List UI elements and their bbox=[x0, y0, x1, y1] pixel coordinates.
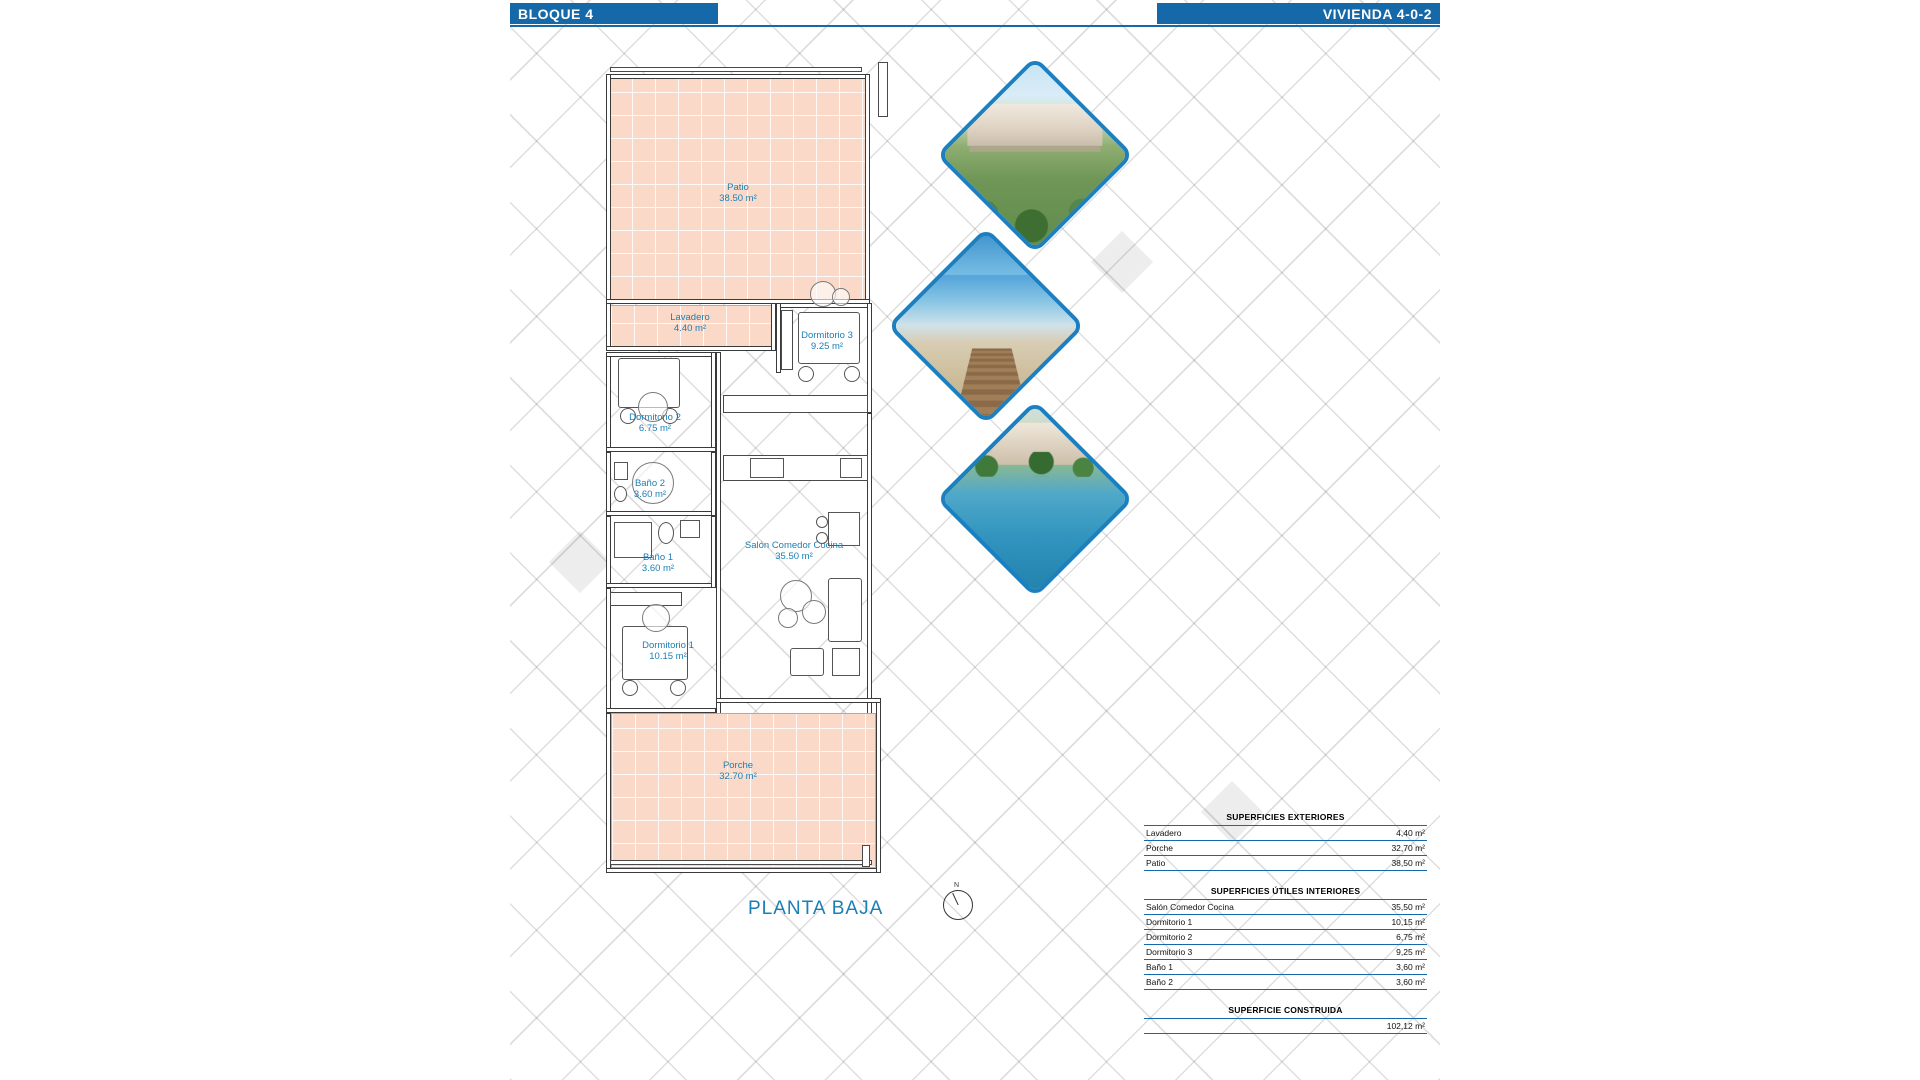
dorm2-wall-left bbox=[606, 352, 611, 452]
row-value: 4,40 m² bbox=[1396, 827, 1425, 838]
label-patio-name: Patio bbox=[727, 182, 749, 193]
label-lavadero-name: Lavadero bbox=[670, 312, 710, 323]
table-interiores-title: SUPERFICIES ÚTILES INTERIORES bbox=[1144, 884, 1427, 900]
label-dormitorio2-name: Dormitorio 2 bbox=[629, 412, 681, 423]
label-lavadero bbox=[670, 312, 710, 334]
patio-wall-left bbox=[606, 74, 611, 304]
table-row bbox=[1144, 945, 1427, 960]
row-value: 32,70 m² bbox=[1391, 842, 1425, 853]
row-value: 3,60 m² bbox=[1396, 961, 1425, 972]
dorm2-wall-bottom bbox=[606, 447, 716, 452]
table-superficies-exteriores bbox=[1144, 810, 1427, 1034]
floor-title: PLANTA BAJA bbox=[748, 898, 884, 919]
dorm1-nightstand-right bbox=[670, 680, 686, 696]
room-porche-fill bbox=[611, 713, 876, 868]
dining-chair-1 bbox=[816, 516, 828, 528]
row-value: 102,12 m² bbox=[1386, 1020, 1425, 1031]
dorm1-closet bbox=[610, 592, 682, 606]
lavadero-wall-left bbox=[606, 303, 611, 351]
bano1-wall-bottom bbox=[606, 583, 716, 588]
label-bano1 bbox=[642, 552, 674, 574]
dorm3-decor-circle-2 bbox=[832, 288, 850, 306]
porche-post bbox=[862, 845, 870, 867]
bano2-sink bbox=[614, 462, 628, 480]
kitchen-sink bbox=[840, 458, 862, 478]
label-dormitorio3-area: 9.25 m² bbox=[810, 341, 844, 352]
compass-north-label: N bbox=[954, 882, 960, 889]
row-value: 10,15 m² bbox=[1391, 916, 1425, 927]
dorm1-decor-circle bbox=[642, 604, 670, 632]
table-gap bbox=[1144, 871, 1427, 884]
porche-wall-bottom bbox=[606, 868, 881, 873]
label-porche bbox=[719, 760, 757, 782]
plan-sheet bbox=[510, 0, 1440, 1080]
row-label: Dormitorio 1 bbox=[1146, 916, 1193, 927]
kitchen-counter-top bbox=[723, 395, 868, 413]
row-value: 35,50 m² bbox=[1391, 901, 1425, 912]
dorm3-closet bbox=[781, 310, 793, 370]
table-row bbox=[1144, 900, 1427, 915]
bano1-cabinet bbox=[680, 520, 700, 538]
label-porche-area: 32.70 m² bbox=[719, 771, 757, 782]
dorm3-nightstand-right bbox=[844, 366, 860, 382]
row-value: 38,50 m² bbox=[1391, 857, 1425, 868]
living-plant-3 bbox=[778, 608, 798, 628]
label-patio-area: 38.50 m² bbox=[719, 193, 757, 204]
bano1-basin bbox=[658, 522, 674, 544]
table-exteriores-title: SUPERFICIES EXTERIORES bbox=[1144, 810, 1427, 826]
patio-side-post bbox=[878, 62, 888, 117]
row-label: Salón Comedor Cocina bbox=[1146, 901, 1234, 912]
header-block-text: BLOQUE 4 bbox=[518, 5, 594, 22]
salon-wall-divider bbox=[716, 352, 721, 772]
label-bano2 bbox=[634, 478, 666, 500]
table-row bbox=[1144, 930, 1427, 945]
bano2-wall-bottom bbox=[606, 511, 716, 516]
label-dormitorio2-area: 6.75 m² bbox=[638, 423, 672, 434]
dorm3-nightstand-left bbox=[798, 366, 814, 382]
bano2-wall-left bbox=[606, 452, 611, 516]
label-salon-area: 35.50 m² bbox=[775, 551, 813, 562]
table-row bbox=[1144, 826, 1427, 841]
row-label: Porche bbox=[1146, 842, 1173, 853]
label-dormitorio3 bbox=[801, 330, 853, 352]
table-row bbox=[1144, 915, 1427, 930]
bano1-wall-left bbox=[606, 516, 611, 588]
label-bano1-name: Baño 1 bbox=[642, 552, 674, 563]
row-label: Dormitorio 3 bbox=[1146, 946, 1193, 957]
armchair bbox=[790, 648, 824, 676]
porche-wall-top bbox=[716, 698, 881, 703]
label-patio bbox=[719, 182, 757, 204]
coffee-table bbox=[832, 648, 860, 676]
label-dormitorio1 bbox=[642, 640, 694, 662]
porche-rail bbox=[610, 860, 872, 865]
row-label: Lavadero bbox=[1146, 827, 1182, 838]
dorm2-wall-top bbox=[606, 352, 716, 357]
row-label: Patio bbox=[1146, 857, 1166, 868]
table-row bbox=[1144, 841, 1427, 856]
label-bano2-area: 3.60 m² bbox=[633, 489, 667, 500]
table-row bbox=[1144, 856, 1427, 871]
row-label: Dormitorio 2 bbox=[1146, 931, 1193, 942]
kitchen-hob bbox=[750, 458, 784, 478]
patio-balustrade bbox=[610, 67, 862, 72]
sofa bbox=[828, 578, 862, 642]
porche-wall-right bbox=[876, 698, 881, 873]
label-dormitorio2 bbox=[629, 412, 681, 434]
header-unit-text: VIVIENDA 4-0-2 bbox=[1322, 5, 1432, 22]
lavadero-wall-bottom bbox=[606, 346, 776, 351]
label-lavadero-area: 4.40 m² bbox=[673, 323, 707, 334]
table-construida-row bbox=[1144, 1019, 1427, 1034]
row-label: Baño 2 bbox=[1146, 976, 1173, 987]
row-label: Baño 1 bbox=[1146, 961, 1173, 972]
label-dormitorio1-area: 10.15 m² bbox=[649, 651, 687, 662]
label-porche-name: Porche bbox=[722, 760, 754, 771]
table-gap-2 bbox=[1144, 990, 1427, 1003]
label-salon bbox=[745, 540, 843, 562]
compass-icon bbox=[943, 882, 973, 920]
row-value: 6,75 m² bbox=[1396, 931, 1425, 942]
patio-wall-top bbox=[606, 74, 870, 79]
dorm1-wall-left bbox=[606, 588, 611, 713]
porche-wall-left bbox=[606, 713, 611, 873]
label-salon-name: Salón Comedor Cocina bbox=[744, 540, 844, 551]
table-row bbox=[1144, 975, 1427, 990]
label-bano2-name: Baño 2 bbox=[634, 478, 666, 489]
row-value: 9,25 m² bbox=[1396, 946, 1425, 957]
patio-wall-right bbox=[865, 74, 870, 304]
bano2-toilet bbox=[614, 486, 627, 502]
label-dormitorio1-name: Dormitorio 1 bbox=[642, 640, 694, 651]
table-construida-title: SUPERFICIE CONSTRUIDA bbox=[1144, 1003, 1427, 1019]
label-bano1-area: 3.60 m² bbox=[641, 563, 675, 574]
dorm1-nightstand-left bbox=[622, 680, 638, 696]
living-plant-2 bbox=[802, 600, 826, 624]
row-value: 3,60 m² bbox=[1396, 976, 1425, 987]
label-dormitorio3-name: Dormitorio 3 bbox=[801, 330, 853, 341]
table-row bbox=[1144, 960, 1427, 975]
